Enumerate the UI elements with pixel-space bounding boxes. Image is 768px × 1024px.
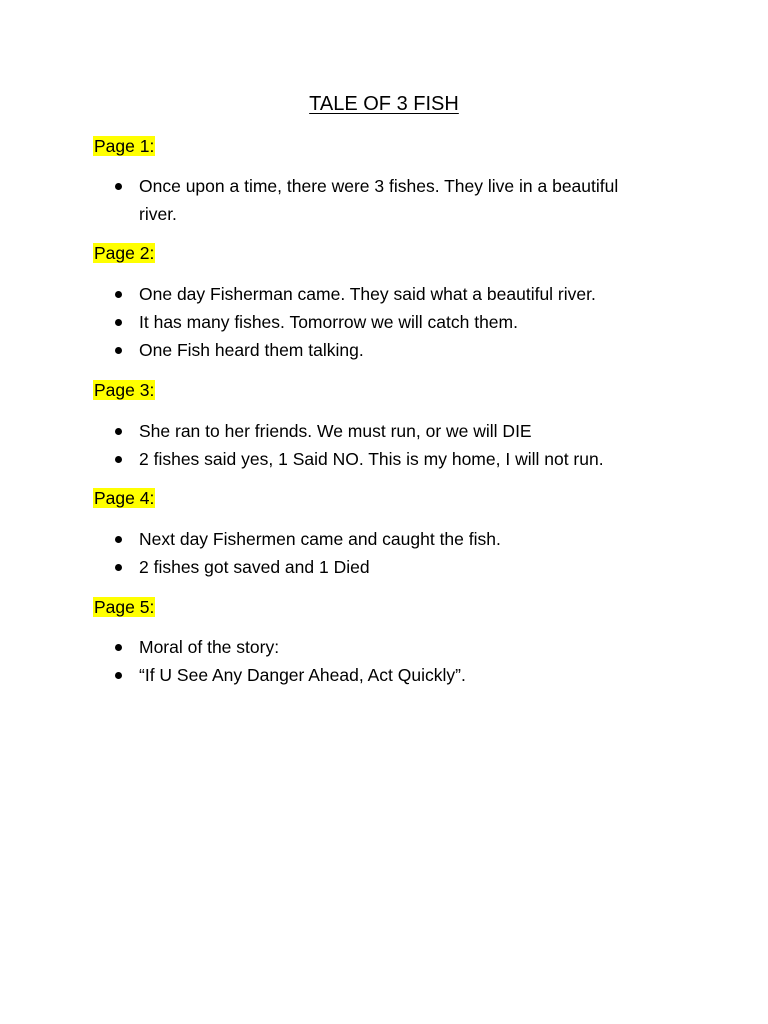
list-item <box>0 525 768 553</box>
bullet-icon <box>115 644 122 651</box>
section-heading-page-4 <box>93 487 155 509</box>
list-item-text: 2 fishes got saved and 1 Died <box>139 557 370 577</box>
bullet-icon <box>115 536 122 543</box>
section-heading-label: Page 5: <box>94 597 155 617</box>
bullet-icon <box>115 456 122 463</box>
list-item <box>0 417 768 445</box>
list-item <box>0 445 768 473</box>
bullet-icon <box>115 183 122 190</box>
list-item <box>0 633 768 661</box>
section-heading-label: Page 1: <box>94 136 155 156</box>
list-item-text: She ran to her friends. We must run, or we will DIE <box>139 421 532 441</box>
list-item-text: One day Fisherman came. They said what a beautiful river. <box>139 284 596 304</box>
list-item <box>0 308 768 336</box>
section-heading-label: Page 3: <box>94 380 155 400</box>
bullet-icon <box>115 347 122 354</box>
list-item <box>0 336 768 364</box>
section-heading-page-5 <box>93 596 155 618</box>
list-item-text: “If U See Any Danger Ahead, Act Quickly”. <box>139 665 466 685</box>
list-item-text: 2 fishes said yes, 1 Said NO. This is my home, I will not run. <box>139 449 604 469</box>
bullet-icon <box>115 564 122 571</box>
list-item-text: One Fish heard them talking. <box>139 340 364 360</box>
list-item-text: Next day Fishermen came and caught the fish. <box>139 529 501 549</box>
section-heading-page-1 <box>93 135 155 157</box>
bullet-icon <box>115 672 122 679</box>
section-heading-label: Page 2: <box>94 243 155 263</box>
list-item-continuation: river. <box>139 204 177 224</box>
section-heading-label: Page 4: <box>94 488 155 508</box>
section-heading-page-3 <box>93 379 155 401</box>
list-item-text: It has many fishes. Tomorrow we will catch them. <box>139 312 518 332</box>
bullet-icon <box>115 291 122 298</box>
list-item <box>0 172 768 200</box>
list-item <box>0 553 768 581</box>
document-title-text: TALE OF 3 FISH <box>309 93 459 115</box>
section-heading-page-2 <box>93 242 155 264</box>
bullet-icon <box>115 319 122 326</box>
list-item <box>0 661 768 689</box>
bullet-icon <box>115 428 122 435</box>
list-item-text: Once upon a time, there were 3 fishes. They live in a beautiful <box>139 176 619 196</box>
document-title <box>0 90 768 118</box>
list-item-text: Moral of the story: <box>139 637 280 657</box>
list-item <box>0 280 768 308</box>
